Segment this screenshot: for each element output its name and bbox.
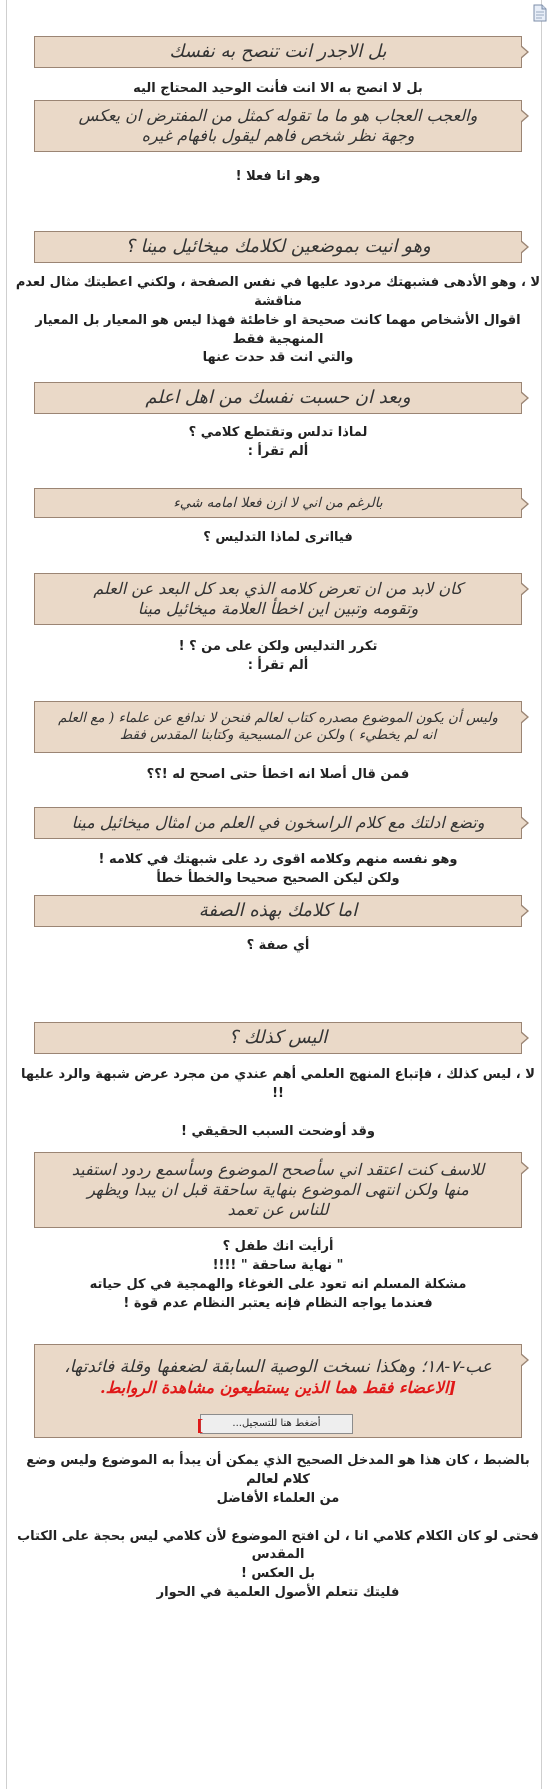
reply-line: بل العكس ! <box>240 1566 316 1582</box>
reply-text <box>14 638 542 676</box>
reply-line: " نهاية ساحقة " !!!! <box>212 1257 344 1273</box>
reply-line: وهو نفسه منهم وكلامه اقوى رد على شبهتك في كلامه ! <box>98 852 458 867</box>
quote-box <box>34 100 522 152</box>
red-bracket: ] <box>196 1416 204 1435</box>
reply-text <box>14 1452 542 1603</box>
reply-line: من العلماء الأفاضل <box>216 1490 340 1506</box>
reply-line: ولكن ليكن الصحيح صحيحا والخطأ خطأ <box>156 870 400 886</box>
reply-line: مشكلة المسلم انه تعود على الغوغاء والهمجية في كل حياته <box>89 1276 467 1292</box>
reply-line: أي صفة ؟ <box>246 938 310 953</box>
quote-box <box>34 231 522 263</box>
reply-line: أرأيت انك طفل ؟ <box>222 1239 334 1254</box>
quote-box <box>34 1152 522 1228</box>
reply-line: بالضبط ، كان هذا هو المدخل الصحيح الذي يمكن أن يبدأ به الموضوع وليس وضع كلام لعالم <box>26 1453 530 1487</box>
quote-line: بالرغم من اني لا ازن فعلا امامه شيء <box>173 494 383 511</box>
quote-box <box>34 895 522 927</box>
reply-text <box>14 851 542 889</box>
quote-line: كان لابد من ان تعرض كلامه الذي بعد كل البعد عن العلم <box>93 579 463 598</box>
quote-line: وهو انيت بموضعين لكلامك ميخائيل مينا ؟ <box>125 235 431 257</box>
reply-line: فحتى لو كان الكلام كلامي انا ، لن افتح الموضوع لأن كلامي ليس بحجة على الكتاب المقدس <box>17 1528 539 1563</box>
reply-text <box>14 937 542 956</box>
quote-line: والعجب العجاب هو ما ما تقوله كمثل من المفترض ان يعكس <box>78 106 478 125</box>
reply-line: اقوال الأشخاص مهما كانت صحيحة او خاطئة فهذا ليس هو المعيار بل المعيار المنهجية فقط <box>35 312 521 347</box>
members-only-note: [الاعضاء فقط هما الذين يستطيعون مشاهدة الروابط. <box>100 1378 456 1398</box>
reply-text <box>14 1066 542 1142</box>
reply-line: فليتك تتعلم الأصول العلمية في الحوار <box>156 1585 400 1601</box>
reply-line: فيااترى لماذا التدليس ؟ <box>203 530 353 545</box>
reply-line: لماذا تدلس وتقتطع كلامي ؟ <box>188 425 368 440</box>
quote-box <box>34 807 522 839</box>
quote-line: وبعد ان حسبت نفسك من اهل اعلم <box>145 386 411 408</box>
quote-line: وتقومه وتبين اين اخطأ العلامة ميخائيل مينا <box>137 599 419 618</box>
register-button[interactable]: أضغط هنا للتسجيل... <box>200 1414 353 1434</box>
reply-text <box>14 80 542 99</box>
quote-line: وليس أن يكون الموضوع مصدره كتاب لعالم فنحن لا ندافع عن علماء ( مع العلم <box>58 710 498 727</box>
quote-line: للاسف كنت اعتقد اني سأصحح الموضوع وسأسمع ردود استفيد <box>71 1160 485 1179</box>
quote-line: اما كلامك بهذه الصفة <box>198 899 358 921</box>
quote-box <box>34 701 522 753</box>
quote-line: اليس كذلك ؟ <box>228 1026 328 1048</box>
quote-line: انه لم يخطيء ) ولكن عن المسيحية وكتابنا المقدس فقط <box>119 727 437 743</box>
quote-line: منها ولكن انتهى الموضوع بنهاية ساحقة قبل ان يبدا ويظهر <box>87 1180 469 1199</box>
reply-text <box>14 424 542 462</box>
quote-box <box>34 382 522 414</box>
reply-line: فمن قال أصلا انه اخطأ حتى اصحح له !؟؟ <box>146 767 410 782</box>
reply-line <box>14 1509 542 1528</box>
document-icon <box>532 4 548 22</box>
reply-text <box>14 168 542 187</box>
reply-line: تكرر التدليس ولكن على من ؟ ! <box>178 639 378 654</box>
quote-box <box>34 36 522 68</box>
quote-box <box>34 573 522 625</box>
reply-line: لا ، ليس كذلك ، فإتباع المنهج العلمي أهم عندي من مجرد عرض شبهة والرد عليها !! <box>21 1067 535 1101</box>
reply-line: ألم تقرأ : <box>247 657 309 673</box>
reply-line: ألم تقرأ : <box>247 443 309 459</box>
quote-line: وجهة نظر شخص فاهم ليقول بافهام غيره <box>141 126 415 145</box>
left-border <box>6 0 7 1789</box>
reply-text <box>14 529 542 548</box>
reply-line: فعندما يواجه النظام فإنه يعتبر النظام عدم قوة ! <box>123 1295 433 1311</box>
reply-line: والتي انت قد حدت عنها <box>202 350 354 366</box>
reply-line <box>14 1104 542 1123</box>
reply-line: لا ، وهو الأدهى فشبهتك مردود عليها في نفس الصفحة ، ولكني اعطيتك مثال لعدم مناقشة <box>15 275 541 309</box>
reply-line: وهو انا فعلا ! <box>235 169 321 184</box>
reply-text <box>14 274 542 368</box>
quote-line: وتضع ادلتك مع كلام الراسخون في العلم من امثال ميخائيل مينا <box>71 813 485 832</box>
reply-text <box>14 766 542 785</box>
reply-line: وقد أوضحت السبب الحقيقي ! <box>181 1123 375 1139</box>
quote-line: للناس عن تعمد <box>227 1200 329 1219</box>
quote-line: بل الاجدر انت تنصح به نفسك <box>169 40 387 62</box>
reply-text <box>14 1238 542 1313</box>
quote-box <box>34 488 522 518</box>
quote-box <box>34 1022 522 1054</box>
reply-line: بل لا انصح به الا انت فأنت الوحيد المحتاج اليه <box>133 81 423 96</box>
quote-line: عب-٧-١٨؛ وهكذا نسخت الوصية السابقة لضعفها وقلة فائدتها، <box>64 1357 492 1377</box>
